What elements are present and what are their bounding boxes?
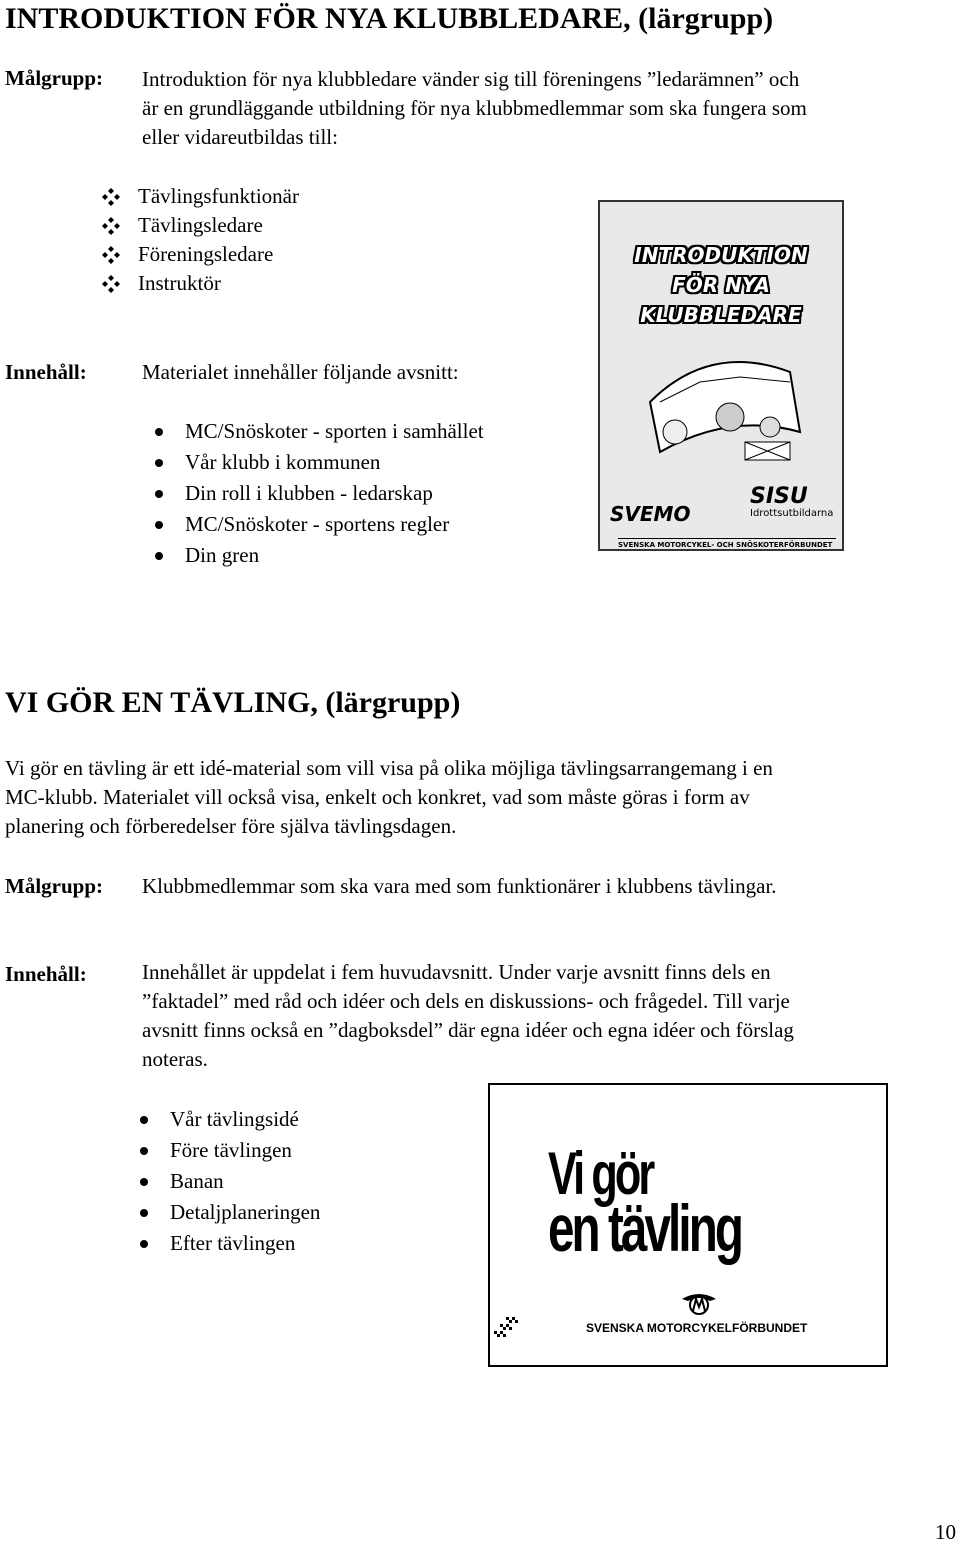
diamond-bullet-icon [102, 188, 138, 206]
list-item [155, 540, 484, 571]
diamond-bullet-icon [102, 217, 138, 235]
list-item [140, 1228, 320, 1259]
role-label: Instruktör [138, 271, 221, 295]
innehall-label: Innehåll: [5, 360, 87, 384]
malgrupp-line: är en grundläggande utbildning för nya klubbmedlemmar som ska fungera som [142, 96, 807, 120]
innehall-label: Innehåll: [5, 962, 87, 986]
section-label: Efter tävlingen [170, 1231, 296, 1255]
list-item [102, 182, 299, 211]
list-item [140, 1135, 320, 1166]
cover-title-line: INTRODUKTION [634, 243, 808, 267]
innehall-intro: Materialet innehåller följande avsnitt: [142, 360, 459, 384]
malgrupp-label: Målgrupp: [5, 874, 104, 898]
svemo-logo: SVEMO [610, 502, 691, 526]
cover-footer: SVENSKA MOTORCYKELFÖRBUNDET [586, 1321, 808, 1335]
role-label: Tävlingsfunktionär [138, 184, 299, 208]
list-item [140, 1166, 320, 1197]
list-item [102, 240, 299, 269]
bullet-icon [140, 1240, 148, 1248]
section-label: Din roll i klubben - ledarskap [185, 481, 433, 505]
cover-title-line: KLUBBLEDARE [640, 303, 802, 327]
intro-line: planering och förberedelser före själva tävlingsdagen. [5, 814, 457, 838]
bullet-icon [155, 521, 163, 529]
malgrupp-text [142, 65, 807, 152]
section-label: Före tävlingen [170, 1138, 292, 1162]
list-item [155, 447, 484, 478]
bullet-icon [140, 1116, 148, 1124]
section-label: MC/Snöskoter - sporten i samhället [185, 419, 484, 443]
cover-title [600, 240, 842, 330]
list-item [155, 416, 484, 447]
cover-title [548, 1140, 742, 1265]
cover-title-line: en tävling [548, 1191, 742, 1265]
diamond-bullet-icon [102, 275, 138, 293]
sections-list [155, 416, 484, 571]
list-item [155, 509, 484, 540]
section-label: Vår klubb i kommunen [185, 450, 381, 474]
cover-title-line: FÖR NYA [672, 273, 770, 297]
bullet-icon [155, 490, 163, 498]
malgrupp-text: Klubbmedlemmar som ska vara med som funktionärer i klubbens tävlingar. [142, 874, 777, 898]
innehall-text [142, 958, 794, 1074]
intro-paragraph [5, 754, 773, 841]
bullet-icon [155, 459, 163, 467]
innehall-line: noteras. [142, 1047, 208, 1071]
intro-line: Vi gör en tävling är ett idé-material som vill visa på olika möjliga tävlingsarrangemang i en [5, 756, 773, 780]
section-label: MC/Snöskoter - sportens regler [185, 512, 450, 536]
smf-logo-icon [680, 1287, 718, 1317]
section-label: Detaljplaneringen [170, 1200, 321, 1224]
innehall-line: avsnitt finns också en ”dagboksdel” där egna idéer och egna idéer och förslag [142, 1018, 794, 1042]
list-item [102, 211, 299, 240]
innehall-line: ”faktadel” med råd och idéer och dels en diskussions- och frågedel. Till varje [142, 989, 790, 1013]
bullet-icon [155, 428, 163, 436]
malgrupp-line: eller vidareutbildas till: [142, 125, 338, 149]
innehall-line: Innehållet är uppdelat i fem huvudavsnitt. Under varje avsnitt finns dels en [142, 960, 771, 984]
cover-image-vi-gor-en-tavling [488, 1083, 888, 1367]
cover-footer: SVENSKA MOTORCYKEL- OCH SNÖSKOTERFÖRBUNDET [618, 538, 836, 549]
malgrupp-line: Introduktion för nya klubbledare vänder sig till föreningens ”ledarämnen” och [142, 67, 800, 91]
malgrupp-label: Målgrupp: [5, 66, 104, 90]
section-label: Din gren [185, 543, 260, 567]
roles-list [102, 182, 299, 298]
cover-image-introduktion [598, 200, 844, 551]
page-title-introduktion: INTRODUKTION FÖR NYA KLUBBLEDARE, (lärgrupp) [5, 2, 774, 35]
role-label: Föreningsledare [138, 242, 274, 266]
intro-line: MC-klubb. Materialet vill också visa, enkelt och konkret, vad som måste göras i form av [5, 785, 750, 809]
bullet-icon [140, 1147, 148, 1155]
list-item [155, 478, 484, 509]
list-item [140, 1104, 320, 1135]
role-label: Tävlingsledare [138, 213, 263, 237]
bullet-icon [155, 552, 163, 560]
bullet-icon [140, 1209, 148, 1217]
page-number: 10 [935, 1520, 956, 1544]
section-label: Banan [170, 1169, 224, 1193]
sisu-logo [750, 486, 833, 520]
bullet-icon [140, 1178, 148, 1186]
cover-illustration [640, 342, 810, 472]
list-item [102, 269, 299, 298]
cover-title-line: Vi gör [548, 1140, 653, 1207]
list-item [140, 1197, 320, 1228]
sisu-logo-sub: Idrottsutbildarna [750, 508, 834, 519]
diamond-bullet-icon [102, 246, 138, 264]
checkered-flag-icon [492, 1317, 518, 1339]
section-label: Vår tävlingsidé [170, 1107, 299, 1131]
section-title-vi-gor-en-tavling: VI GÖR EN TÄVLING, (lärgrupp) [5, 686, 461, 719]
sections-list [140, 1104, 320, 1259]
sisu-logo-text: SISU [750, 484, 808, 509]
